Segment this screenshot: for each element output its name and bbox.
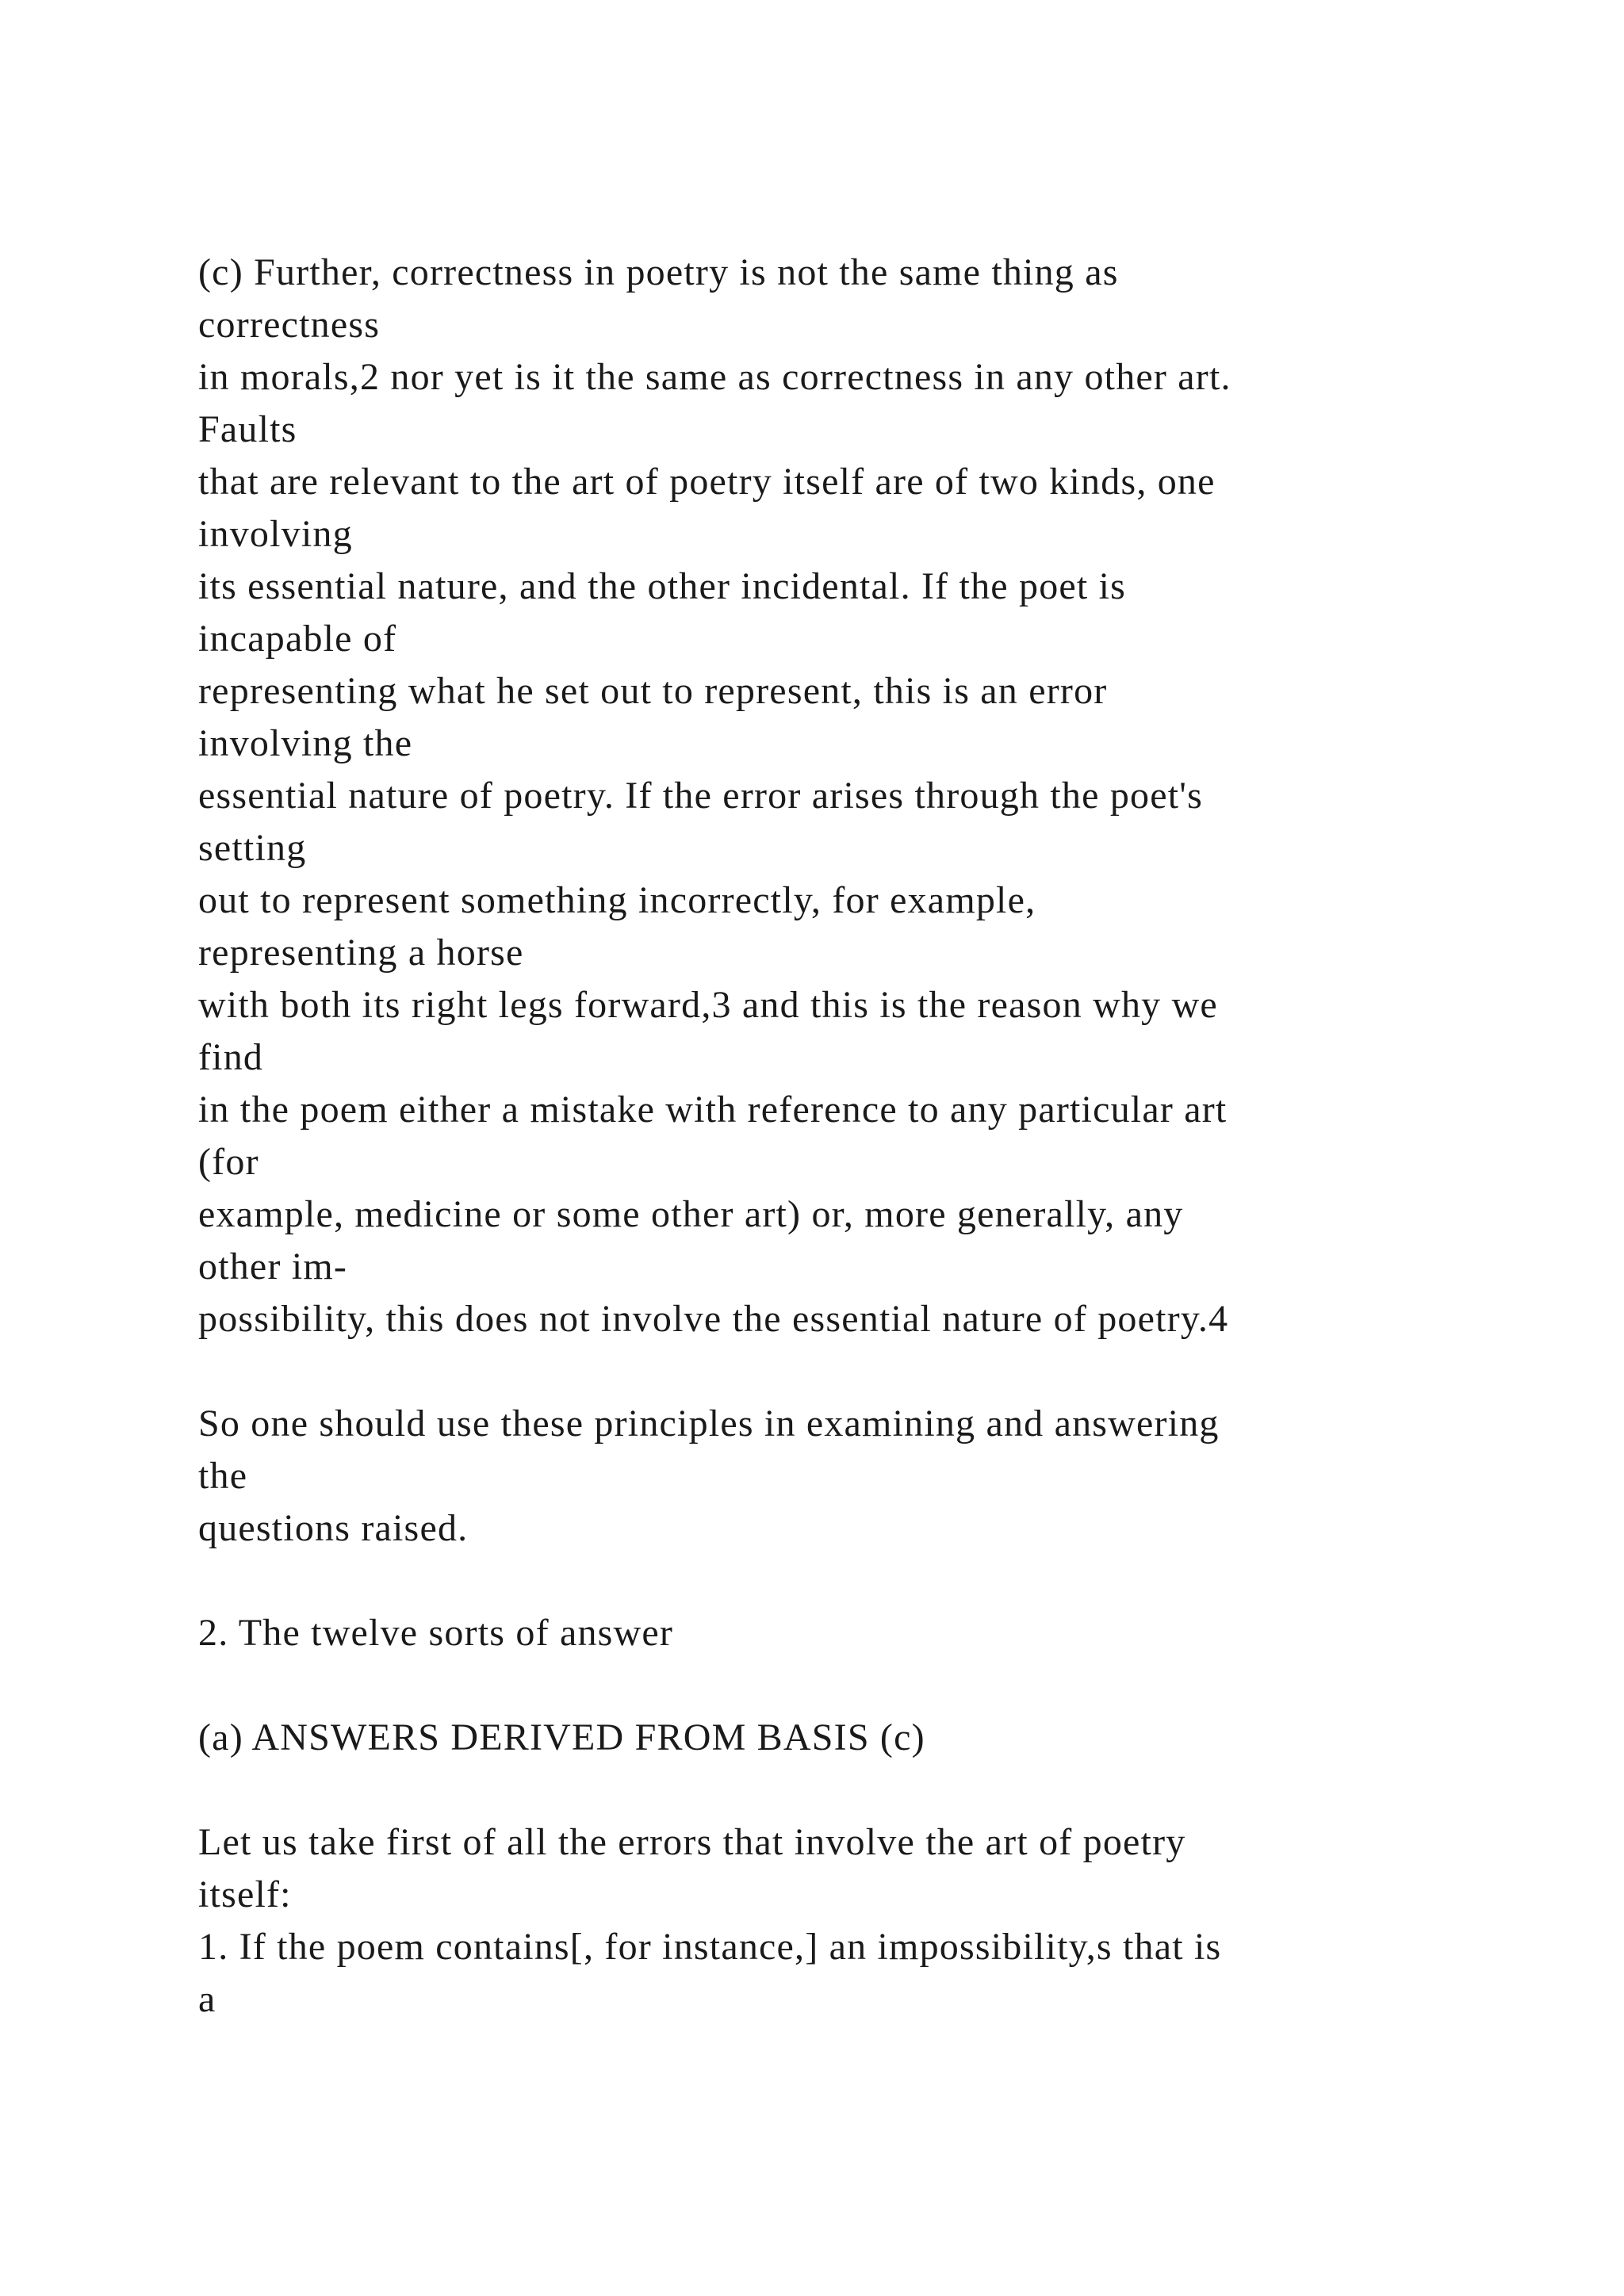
text-line: essential nature of poetry. If the error arises through the poet's	[198, 775, 1203, 817]
text-line: the	[198, 1455, 248, 1497]
text-line: 1. If the poem contains[, for instance,] an impossibility,s that is	[198, 1926, 1222, 1968]
text-line: So one should use these principles in examining and answering	[198, 1402, 1220, 1445]
blank-line	[198, 1764, 1562, 1816]
document-body	[198, 247, 1562, 2026]
text-line: in morals,2 nor yet is it the same as correctness in any other art.	[198, 356, 1231, 398]
text-line: itself:	[198, 1873, 292, 1915]
text-line: incapable of	[198, 618, 397, 660]
text-line: a	[198, 1978, 216, 2020]
text-line: that are relevant to the art of poetry itself are of two kinds, one	[198, 461, 1216, 503]
text-line: involving the	[198, 722, 413, 764]
section-heading: 2. The twelve sorts of answer	[198, 1612, 674, 1654]
text-line: out to represent something incorrectly, for example,	[198, 879, 1036, 921]
text-line: (c) Further, correctness in poetry is not the same thing as	[198, 251, 1119, 293]
text-line: representing what he set out to represent, this is an error	[198, 670, 1108, 712]
subsection-heading: (a) ANSWERS DERIVED FROM BASIS (c)	[198, 1716, 925, 1758]
text-line: other im-	[198, 1246, 348, 1288]
text-line: example, medicine or some other art) or, more generally, any	[198, 1193, 1184, 1235]
text-line: Faults	[198, 408, 297, 450]
text-line: involving	[198, 513, 353, 555]
text-line: with both its right legs forward,3 and this is the reason why we	[198, 984, 1218, 1026]
text-line: setting	[198, 827, 307, 869]
text-line: possibility, this does not involve the essential nature of poetry.4	[198, 1298, 1229, 1340]
text-line: representing a horse	[198, 932, 524, 974]
text-line: its essential nature, and the other incidental. If the poet is	[198, 565, 1127, 607]
text-line: questions raised.	[198, 1507, 469, 1549]
blank-line	[198, 1659, 1562, 1712]
text-line: find	[198, 1036, 264, 1078]
text-line: (for	[198, 1141, 259, 1183]
blank-line	[198, 1555, 1562, 1607]
text-line: in the poem either a mistake with reference to any particular art	[198, 1089, 1228, 1131]
text-line: Let us take first of all the errors that involve the art of poetry	[198, 1821, 1186, 1863]
text-line: correctness	[198, 304, 381, 346]
blank-line	[198, 1345, 1562, 1398]
